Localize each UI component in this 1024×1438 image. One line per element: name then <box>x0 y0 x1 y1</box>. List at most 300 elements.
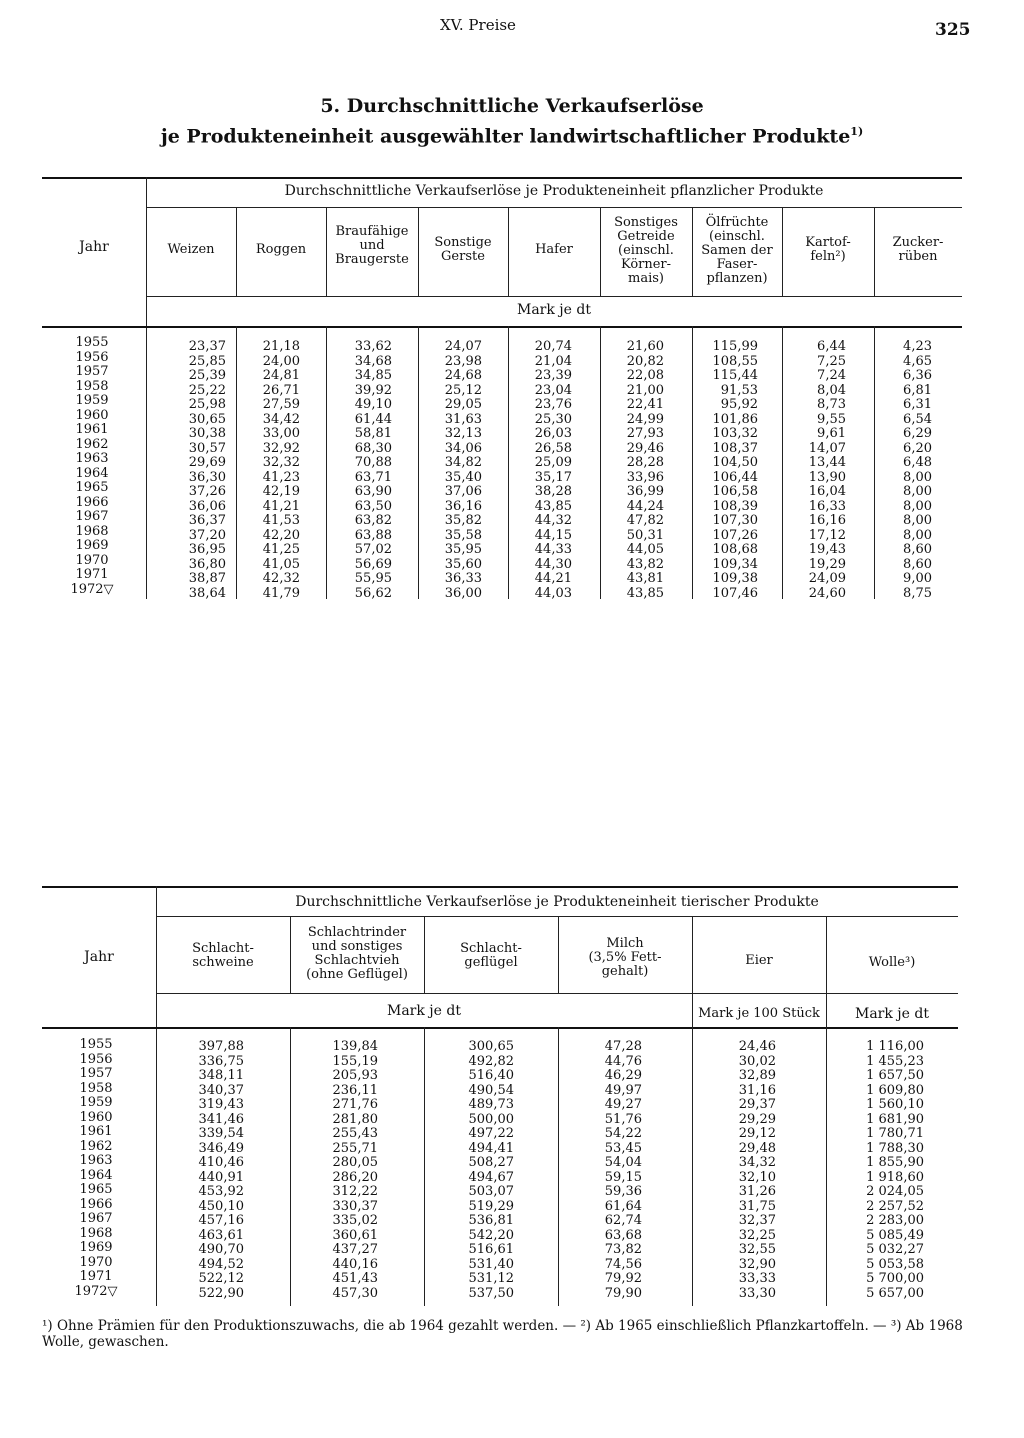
table-cell: 494,67 <box>468 1169 514 1185</box>
table-cell: 5 657,00 <box>866 1285 924 1301</box>
table-cell: 1965 <box>79 1182 113 1197</box>
table-cell: 19,43 <box>808 542 846 557</box>
table-cell: 33,62 <box>354 339 392 354</box>
table-cell: 43,85 <box>534 498 572 514</box>
table-cell: 16,16 <box>808 513 846 528</box>
table-cell: 1957 <box>79 1066 113 1081</box>
table-cell: 1957 <box>75 364 109 379</box>
table-cell: 341,46 <box>198 1111 244 1127</box>
table-cell: 44,30 <box>534 556 572 572</box>
table-cell: 106,44 <box>712 469 758 485</box>
table-cell: 31,75 <box>738 1198 776 1214</box>
table-cell: 29,37 <box>738 1097 776 1112</box>
t1-col-weizen <box>146 340 226 601</box>
t1-col-kartoffeln <box>782 340 846 601</box>
table-cell: 44,32 <box>534 513 572 528</box>
table-cell: 494,41 <box>468 1140 514 1156</box>
table-cell: 34,68 <box>354 353 392 369</box>
table-cell: 36,37 <box>188 513 226 528</box>
t1-col-sonstige-gerste <box>418 340 482 601</box>
table-cell: 109,38 <box>712 571 758 586</box>
table-cell: 1964 <box>79 1167 113 1183</box>
table-cell: 8,04 <box>817 382 846 398</box>
table-cell: 24,81 <box>262 368 300 383</box>
table-cell: 8,75 <box>903 585 932 601</box>
table-cell: 281,80 <box>332 1111 378 1127</box>
table-cell: 457,30 <box>332 1285 378 1301</box>
table-cell: 35,17 <box>534 469 572 485</box>
table-cell: 1962 <box>79 1138 113 1154</box>
table-cell: 1 918,60 <box>866 1169 924 1185</box>
table-cell: 336,75 <box>198 1053 244 1069</box>
table-cell: 62,74 <box>604 1213 642 1228</box>
table-cell: 104,50 <box>712 455 758 470</box>
table-cell: 37,20 <box>188 527 226 543</box>
table-cell: 24,46 <box>738 1039 776 1054</box>
table-cell: 1961 <box>79 1124 113 1139</box>
table-cell: 36,80 <box>188 556 226 572</box>
table-cell: 47,82 <box>626 513 664 528</box>
table-cell: 1965 <box>75 480 109 495</box>
running-header: XV. Preise <box>440 16 516 34</box>
table-cell: 25,12 <box>444 382 482 398</box>
table-cell: 46,29 <box>604 1068 642 1083</box>
table-cell: 68,30 <box>354 440 392 456</box>
table-cell: 1970 <box>75 552 109 568</box>
table-cell: 8,00 <box>903 513 932 528</box>
t2-col-header: Schlacht- schweine <box>192 941 254 970</box>
table-cell: 5 700,00 <box>866 1271 924 1286</box>
page-title <box>0 93 1024 149</box>
table-cell: 1 609,80 <box>866 1082 924 1098</box>
table-cell: 41,21 <box>262 498 300 514</box>
table-cell: 1962 <box>75 436 109 452</box>
table-cell: 8,60 <box>903 556 932 572</box>
t1-col-braugerste <box>326 340 392 601</box>
table-cell: 1959 <box>79 1095 113 1110</box>
table-cell: 1 657,50 <box>866 1068 924 1083</box>
table-cell: 41,79 <box>262 585 300 601</box>
t1-col-roggen <box>236 340 300 601</box>
table-cell: 36,16 <box>444 498 482 514</box>
table-cell: 63,50 <box>354 498 392 514</box>
table-cell: 1967 <box>75 509 109 524</box>
table-cell: 490,70 <box>198 1242 244 1257</box>
t2-col-header: Schlacht- geflügel <box>460 941 522 970</box>
table-cell: 1967 <box>79 1211 113 1226</box>
t2-col-header: Eier <box>745 953 773 968</box>
table-cell: 41,05 <box>262 556 300 572</box>
table-cell: 31,16 <box>738 1082 776 1098</box>
table-cell: 29,46 <box>626 440 664 456</box>
table-cell: 6,48 <box>903 455 932 470</box>
table-cell: 536,81 <box>468 1213 514 1228</box>
table-cell: 24,00 <box>262 353 300 369</box>
table-cell: 1 681,90 <box>866 1111 924 1127</box>
table-cell: 107,30 <box>712 513 758 528</box>
table-cell: 43,85 <box>626 585 664 601</box>
page-number: 325 <box>935 20 971 40</box>
table-cell: 70,88 <box>354 455 392 470</box>
table-cell: 32,32 <box>262 455 300 470</box>
table-cell: 23,76 <box>534 397 572 412</box>
table-cell: 32,90 <box>738 1256 776 1272</box>
table-cell: 1971 <box>79 1269 113 1284</box>
table-cell: 37,26 <box>188 484 226 499</box>
table-cell: 39,92 <box>354 382 392 398</box>
table-cell: 542,20 <box>468 1227 514 1243</box>
table-cell: 522,90 <box>198 1285 244 1301</box>
table-cell: 33,30 <box>738 1285 776 1301</box>
table-cell: 531,40 <box>468 1256 514 1272</box>
table-cell: 36,00 <box>444 585 482 601</box>
table-cell: 103,32 <box>712 426 758 441</box>
table-cell: 51,76 <box>604 1111 642 1127</box>
table-cell: 31,63 <box>444 411 482 427</box>
t1-col-zuckerrueben <box>874 340 932 601</box>
table-cell: 32,37 <box>738 1213 776 1228</box>
table-cell: 312,22 <box>332 1184 378 1199</box>
table-cell: 20,82 <box>626 353 664 369</box>
table-cell: 1966 <box>75 494 109 510</box>
table-cell: 26,58 <box>534 440 572 456</box>
table-cell: 537,50 <box>468 1285 514 1301</box>
table-cell: 36,30 <box>188 469 226 485</box>
table-cell: 13,44 <box>808 455 846 470</box>
table-cell: 47,28 <box>604 1039 642 1054</box>
table-cell: 79,90 <box>604 1285 642 1301</box>
table-cell: 519,29 <box>468 1198 514 1214</box>
table-cell: 34,82 <box>444 455 482 470</box>
title-line-2-text: je Produkteneinheit ausgewählter landwirtschaftlicher Produkte <box>160 125 851 148</box>
t1-col-sonstiges-getreide <box>600 340 664 601</box>
table-cell: 108,55 <box>712 353 758 369</box>
table-cell: 50,31 <box>626 527 664 543</box>
table-cell: 43,81 <box>626 571 664 586</box>
table-cell: 109,34 <box>712 556 758 572</box>
table-cell: 9,00 <box>903 571 932 586</box>
t1-col-header: Ölfrüchte (einschl. Samen der Faser- pflanzen) <box>701 215 773 286</box>
t1-col-header: Sonstiges Getreide (einschl. Körner- mais) <box>614 215 678 286</box>
table-cell: 29,48 <box>738 1140 776 1156</box>
table-cell: 108,68 <box>712 542 758 557</box>
table-cell: 8,60 <box>903 542 932 557</box>
table-cell: 107,46 <box>712 585 758 601</box>
table-cell: 21,04 <box>534 353 572 369</box>
table-cell: 28,28 <box>626 455 664 470</box>
table-cell: 108,39 <box>712 498 758 514</box>
t1-col-header: Kartof- feln²) <box>805 235 851 264</box>
table-cell: 63,90 <box>354 484 392 499</box>
table-cell: 1969 <box>75 538 109 553</box>
table-cell: 44,76 <box>604 1053 642 1069</box>
table-cell: 59,15 <box>604 1169 642 1185</box>
table-cell: 7,25 <box>817 353 846 369</box>
table-cell: 8,00 <box>903 484 932 499</box>
t2-col-header: Wolle³) <box>868 955 916 970</box>
table-cell: 330,37 <box>332 1198 378 1214</box>
table-cell: 54,22 <box>604 1126 642 1141</box>
table-cell: 1972▽ <box>70 581 114 597</box>
table-cell: 236,11 <box>332 1082 378 1098</box>
table-cell: 1971 <box>75 567 109 582</box>
table-cell: 6,20 <box>903 440 932 456</box>
table-cell: 58,81 <box>354 426 392 441</box>
table-cell: 25,98 <box>188 397 226 412</box>
table-cell: 63,68 <box>604 1227 642 1243</box>
table-cell: 1966 <box>79 1196 113 1212</box>
table-cell: 21,60 <box>626 339 664 354</box>
table-cell: 1972▽ <box>74 1283 118 1299</box>
table-cell: 32,89 <box>738 1068 776 1083</box>
table-cell: 7,24 <box>817 368 846 383</box>
table-cell: 32,13 <box>444 426 482 441</box>
table-cell: 6,81 <box>903 382 932 398</box>
table-cell: 49,97 <box>604 1082 642 1098</box>
table-cell: 1 116,00 <box>866 1039 924 1054</box>
table-cell: 35,95 <box>444 542 482 557</box>
table-cell: 26,71 <box>262 382 300 398</box>
table-cell: 1970 <box>79 1254 113 1270</box>
table-cell: 255,71 <box>332 1140 378 1156</box>
table-cell: 2 283,00 <box>866 1213 924 1228</box>
table-cell: 6,54 <box>903 411 932 427</box>
table-cell: 500,00 <box>468 1111 514 1127</box>
table-cell: 33,96 <box>626 469 664 485</box>
table-cell: 6,31 <box>903 397 932 412</box>
t1-col-header: Weizen <box>167 242 215 257</box>
table-cell: 1960 <box>75 407 109 423</box>
table-cell: 91,53 <box>720 382 758 398</box>
table-cell: 49,27 <box>604 1097 642 1112</box>
table-cell: 61,64 <box>604 1198 642 1214</box>
table-cell: 27,59 <box>262 397 300 412</box>
table-cell: 38,28 <box>534 484 572 499</box>
t2-unit-wool: Mark je dt <box>855 1006 929 1022</box>
table-cell: 27,93 <box>626 426 664 441</box>
table-cell: 38,64 <box>188 585 226 601</box>
table-cell: 9,61 <box>817 426 846 441</box>
t2-col-wolle <box>826 1040 924 1301</box>
table-cell: 2 257,52 <box>866 1198 924 1214</box>
table-cell: 106,58 <box>712 484 758 499</box>
table-cell: 23,37 <box>188 339 226 354</box>
table-cell: 36,33 <box>444 571 482 586</box>
table-cell: 1956 <box>79 1051 113 1067</box>
t1-col-oelfruechte <box>692 340 758 601</box>
table-cell: 492,82 <box>468 1053 514 1069</box>
table-cell: 451,43 <box>332 1271 378 1286</box>
table-cell: 335,02 <box>332 1213 378 1228</box>
table-cell: 115,99 <box>712 339 758 354</box>
table-cell: 42,32 <box>262 571 300 586</box>
table-cell: 360,61 <box>332 1227 378 1243</box>
table-cell: 5 085,49 <box>866 1227 924 1243</box>
table-cell: 1968 <box>79 1225 113 1241</box>
t2-span-header: Durchschnittliche Verkaufserlöse je Produkteneinheit tierischer Produkte <box>295 894 819 910</box>
t1-col-hafer <box>508 340 572 601</box>
t2-col-eier <box>692 1040 776 1301</box>
table-cell: 32,55 <box>738 1242 776 1257</box>
table-cell: 44,33 <box>534 542 572 557</box>
table-cell: 508,27 <box>468 1155 514 1170</box>
table-cell: 26,03 <box>534 426 572 441</box>
t2-col-schlachtschweine <box>156 1040 244 1301</box>
table-cell: 9,55 <box>817 411 846 427</box>
table-cell: 30,38 <box>188 426 226 441</box>
table-cell: 339,54 <box>198 1126 244 1141</box>
table-cell: 457,16 <box>198 1213 244 1228</box>
table-cell: 24,07 <box>444 339 482 354</box>
table-cell: 55,95 <box>354 571 392 586</box>
table-cell: 1 788,30 <box>866 1140 924 1156</box>
footnote: ¹) Ohne Prämien für den Produktionszuwachs, die ab 1964 gezahlt werden. — ²) Ab 1965 einschließlich Pflanzkartoffeln. — ³) Ab 1968 Wolle, gewaschen. <box>42 1318 963 1350</box>
table-cell: 16,33 <box>808 498 846 514</box>
table-cell: 44,03 <box>534 585 572 601</box>
table-cell: 300,65 <box>468 1039 514 1054</box>
table-cell: 44,21 <box>534 571 572 586</box>
table-cell: 23,98 <box>444 353 482 369</box>
title-line-1: 5. Durchschnittliche Verkaufserlöse <box>320 95 704 117</box>
table-cell: 73,82 <box>604 1242 642 1257</box>
table-cell: 14,07 <box>808 440 846 456</box>
table-cell: 41,53 <box>262 513 300 528</box>
table-cell: 63,82 <box>354 513 392 528</box>
table-cell: 34,42 <box>262 411 300 427</box>
table-cell: 516,61 <box>468 1242 514 1257</box>
t2-unit-eggs: Mark je 100 Stück <box>698 1006 820 1021</box>
table-cell: 49,10 <box>354 397 392 412</box>
table-cell: 53,45 <box>604 1140 642 1156</box>
table-cell: 33,00 <box>262 426 300 441</box>
table-cell: 36,06 <box>188 498 226 514</box>
title-line-2 <box>0 119 1024 149</box>
table-cell: 205,93 <box>332 1068 378 1083</box>
table-cell: 4,65 <box>903 353 932 369</box>
table-cell: 319,43 <box>198 1097 244 1112</box>
table-cell: 489,73 <box>468 1097 514 1112</box>
table-cell: 6,29 <box>903 426 932 441</box>
table-cell: 463,61 <box>198 1227 244 1243</box>
table-cell: 37,06 <box>444 484 482 499</box>
table-cell: 8,00 <box>903 498 932 514</box>
table-cell: 450,10 <box>198 1198 244 1214</box>
table-cell: 25,09 <box>534 455 572 470</box>
table-cell: 23,04 <box>534 382 572 398</box>
table-cell: 63,71 <box>354 469 392 485</box>
table-cell: 286,20 <box>332 1169 378 1185</box>
table-cell: 95,92 <box>720 397 758 412</box>
table-cell: 1 455,23 <box>866 1053 924 1069</box>
table-cell: 33,33 <box>738 1271 776 1286</box>
table-cell: 21,00 <box>626 382 664 398</box>
table-cell: 61,44 <box>354 411 392 427</box>
table-cell: 5 053,58 <box>866 1256 924 1272</box>
t2-col-schlachtrinder <box>290 1040 378 1301</box>
table-cell: 57,02 <box>354 542 392 557</box>
table-cell: 1956 <box>75 349 109 365</box>
title-footnote-mark: 1) <box>850 125 864 138</box>
table-cell: 5 032,27 <box>866 1242 924 1257</box>
t2-unit-main: Mark je dt <box>387 1003 461 1019</box>
table-cell: 1960 <box>79 1109 113 1125</box>
table-cell: 21,18 <box>262 339 300 354</box>
table-cell: 1958 <box>75 378 109 394</box>
table-cell: 516,40 <box>468 1068 514 1083</box>
t1-unit-label: Mark je dt <box>517 302 591 318</box>
table-cell: 397,88 <box>198 1039 244 1054</box>
table-cell: 74,56 <box>604 1256 642 1272</box>
table-cell: 1969 <box>79 1240 113 1255</box>
table-cell: 453,92 <box>198 1184 244 1199</box>
table-cell: 139,84 <box>332 1039 378 1054</box>
table-cell: 30,65 <box>188 411 226 427</box>
table-cell: 155,19 <box>332 1053 378 1069</box>
table-cell: 36,99 <box>626 484 664 499</box>
t1-col-header: Roggen <box>255 242 307 257</box>
table-cell: 108,37 <box>712 440 758 456</box>
table-cell: 107,26 <box>712 527 758 543</box>
table-cell: 63,88 <box>354 527 392 543</box>
table-cell: 1964 <box>75 465 109 481</box>
table-cell: 1963 <box>75 451 109 466</box>
table-cell: 346,49 <box>198 1140 244 1156</box>
table-cell: 6,36 <box>903 368 932 383</box>
table-cell: 348,11 <box>198 1068 244 1083</box>
table-cell: 43,82 <box>626 556 664 572</box>
table-cell: 271,76 <box>332 1097 378 1112</box>
table-cell: 34,06 <box>444 440 482 456</box>
table-cell: 24,09 <box>808 571 846 586</box>
table-cell: 8,00 <box>903 527 932 543</box>
table-cell: 44,24 <box>626 498 664 514</box>
table-cell: 30,57 <box>188 440 226 456</box>
table-cell: 29,69 <box>188 455 226 470</box>
table-cell: 24,60 <box>808 585 846 601</box>
t2-col-header: Schlachtrinder und sonstiges Schlachtvieh (ohne Geflügel) <box>306 925 408 982</box>
table-cell: 13,90 <box>808 469 846 485</box>
t2-col-milch <box>558 1040 642 1301</box>
table-cell: 8,73 <box>817 397 846 412</box>
table-cell: 1968 <box>75 523 109 539</box>
table-cell: 24,68 <box>444 368 482 383</box>
t2-years <box>44 1038 148 1299</box>
table-cell: 34,85 <box>354 368 392 383</box>
table-cell: 34,32 <box>738 1155 776 1170</box>
table-cell: 440,91 <box>198 1169 244 1185</box>
table-cell: 19,29 <box>808 556 846 572</box>
table-cell: 44,05 <box>626 542 664 557</box>
t1-year-header: Jahr <box>79 239 109 255</box>
table-cell: 35,60 <box>444 556 482 572</box>
table-cell: 1959 <box>75 393 109 408</box>
t1-col-header: Braufähige und Braugerste <box>335 224 409 267</box>
t1-years <box>44 336 140 597</box>
t2-col-schlachtgefluegel <box>424 1040 514 1301</box>
table-cell: 36,95 <box>188 542 226 557</box>
table-cell: 1961 <box>75 422 109 437</box>
table-cell: 1955 <box>75 335 109 350</box>
table-cell: 23,39 <box>534 368 572 383</box>
table-cell: 22,08 <box>626 368 664 383</box>
table-cell: 25,85 <box>188 353 226 369</box>
table-cell: 531,12 <box>468 1271 514 1286</box>
table-cell: 1955 <box>79 1037 113 1052</box>
t2-year-header: Jahr <box>84 949 114 965</box>
table-cell: 32,25 <box>738 1227 776 1243</box>
table-cell: 59,36 <box>604 1184 642 1199</box>
table-cell: 490,54 <box>468 1082 514 1098</box>
